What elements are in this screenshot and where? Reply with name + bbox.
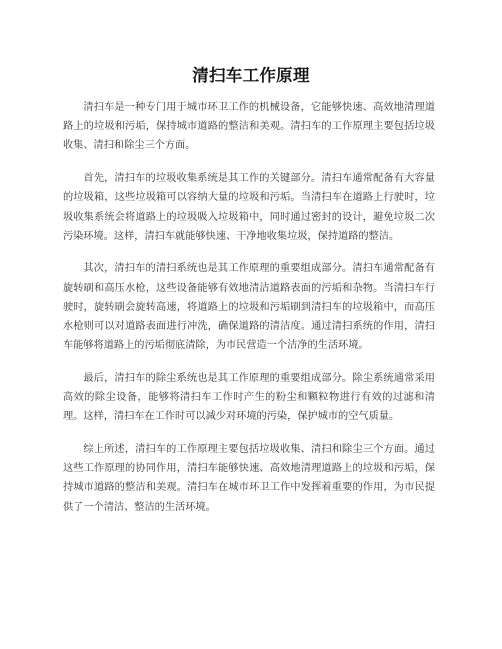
paragraph-intro: 清扫车是一种专门用于城市环卫工作的机械设备，它能够快速、高效地清理道路上的垃圾和污垢，保持城市道路的整洁和美观。清扫车的工作原理主要包括垃圾收集、清扫和除尘三个方面。 <box>63 102 435 152</box>
document-body <box>63 98 435 530</box>
paragraph-garbage-collection: 首先，清扫车的垃圾收集系统是其工作的关键部分。清扫车通常配备有大容量的垃圾箱，这些垃圾箱可以容纳大量的垃圾和污垢。当清扫车在道路上行驶时，垃圾收集系统会将道路上的垃圾吸入垃圾箱中，同时通过密封的设计，避免垃圾二次污染环境。这样，清扫车就能够快速、干净地收集垃圾，保持道路的整洁。 <box>63 173 435 242</box>
paragraph-dust-removal: 最后，清扫车的除尘系统也是其工作原理的重要组成部分。除尘系统通常采用高效的除尘设备，能够将清扫车工作时产生的粉尘和颗粒物进行有效的过滤和清理。这样，清扫车在工作时可以减少对环境的污染，保护城市的空气质量。 <box>63 372 435 423</box>
paragraph-sweeping-system: 其次，清扫车的清扫系统也是其工作原理的重要组成部分。清扫车通常配备有旋转刷和高压水枪，这些设备能够有效地清洁道路表面的污垢和杂物。当清扫车行驶时，旋转刷会旋转高速，将道路上的垃圾和污垢刷到清扫车的垃圾箱中，而高压水枪则可以对道路表面进行冲洗，确保道路的清洁度。通过清扫系统的作用，清扫车能够将道路上的污垢彻底清除，为市民营造一个洁净的生活环境。 <box>63 263 435 352</box>
paragraph-summary: 综上所述，清扫车的工作原理主要包括垃圾收集、清扫和除尘三个方面。通过这些工作原理的协同作用，清扫车能够快速、高效地清理道路上的垃圾和污垢，保持城市道路的整洁和美观。清扫车在城市环卫工作中发挥着重要的作用，为市民提供了一个清洁、整洁的生活环境。 <box>63 444 435 513</box>
document-title: 清扫车工作原理 <box>192 66 310 85</box>
